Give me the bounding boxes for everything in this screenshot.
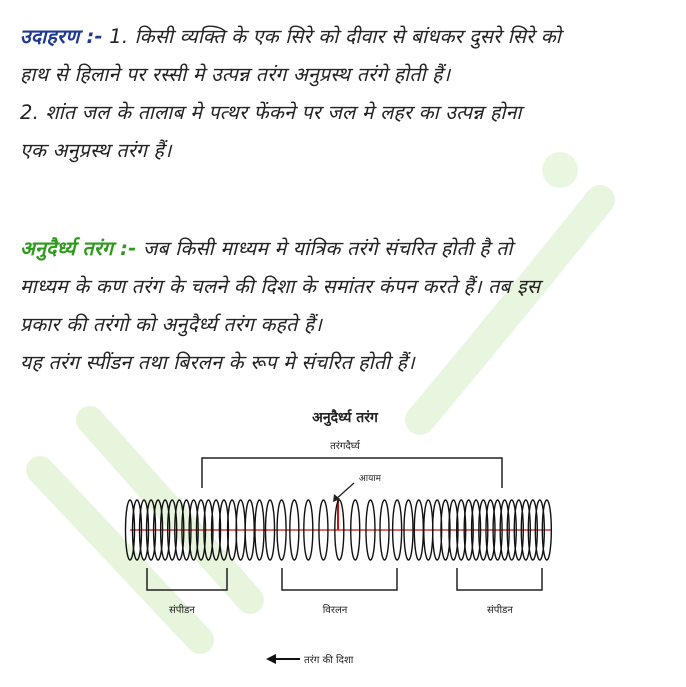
longitudinal-line-1 [20,230,670,268]
example-line-3: 2. शांत जल के तालाब मे पत्थर फेंकने पर जल मे लहर का उत्पन्न होना [20,101,522,124]
example-text-1: 1. किसी व्यक्ति के एक सिरे को दीवार से बांधकर दुसरे सिरे को [109,25,561,48]
rarefaction-bracket [282,568,397,590]
longitudinal-line-2: माध्यम के कण तरंग के चलने की दिशा के समांतर कंपन करते हैं। तब इस [20,275,541,298]
compression-right-bracket [457,568,542,590]
example-line-2: हाथ से हिलाने पर रस्सी मे उत्पन्न तरंग अनुप्रस्थ तरंगे होती हैं। [20,63,451,86]
example-line-1 [20,18,670,56]
direction-label: तरंग की दिशा [304,655,354,666]
longitudinal-line-3: प्रकार की तरंगो को अनुदैर्ध्य तरंग कहते हैं। [20,313,323,336]
longitudinal-label: अनुदैर्ध्य तरंग :- [20,237,137,260]
amplitude-label: आयाम [358,474,382,484]
longitudinal-section [20,230,670,382]
example-line-4: एक अनुप्रस्थ तरंग हैं। [20,139,172,162]
compression-left-bracket [147,568,227,590]
longitudinal-wave-diagram [120,400,570,685]
example-label: उदाहरण :- [20,25,103,48]
examples-section [20,18,670,170]
compression-right-label: संपीडन [487,605,513,616]
diagram-title: अनुदैर्ध्य तरंग [312,410,378,426]
rarefaction-label: विरलन [322,605,348,616]
wavelength-label: तरंगदैर्घ्य [330,441,360,452]
compression-left-label: संपीडन [169,605,195,616]
longitudinal-line-4: यह तरंग स्पींडन तथा बिरलन के रूप मे संचरित होती हैं। [20,351,415,374]
direction-arrowhead [266,654,276,664]
wavelength-bracket [202,458,502,488]
longitudinal-text-1: जब किसी माध्यम मे यांत्रिक तरंगे संचरित होती है तो [142,237,513,260]
